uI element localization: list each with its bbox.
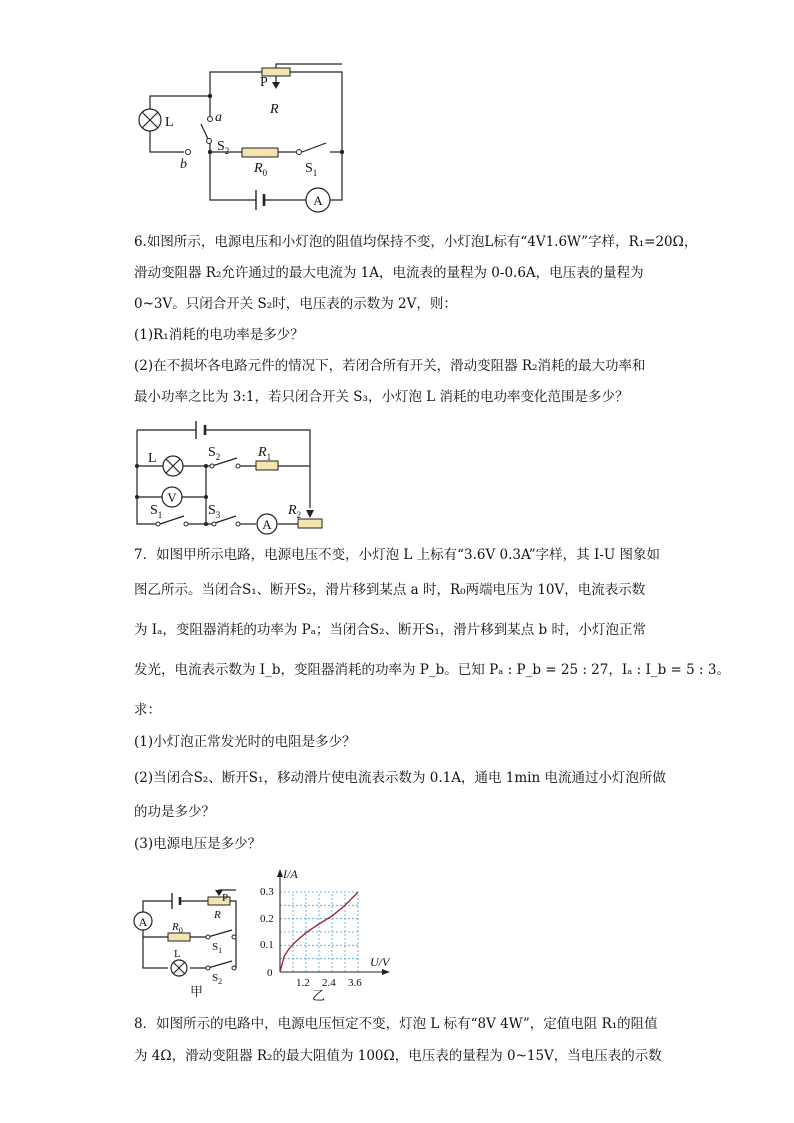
y-tick-label: 0.3 <box>260 886 274 898</box>
caption-jia: 甲 <box>190 984 204 999</box>
q7-line: 的功是多少？ <box>134 804 215 820</box>
y-axis-label: I/A <box>283 867 298 881</box>
svg-text:A: A <box>313 193 323 208</box>
q6-line: 滑动变阻器 R₂允许通过的最大电流为 1A，电流表的量程为 0-0.6A，电压表的量程为 <box>134 265 644 281</box>
svg-text:R1: $R_1$ <box>258 445 272 462</box>
q7-line: 为 Iₐ，变阻器消耗的功率为 Pₐ；当闭合S₂、断开S₁，滑片移到某点 b 时，小灯泡正常 <box>134 622 646 638</box>
origin-label: 0 <box>267 967 273 979</box>
q7-line: 发光，电流表示数为 I_b，变阻器消耗的功率为 P_b。已知 Pₐ : P_b = 25 : 27，Iₐ : I_b = 5 : 3。 <box>134 662 730 678</box>
svg-text:S1: $S_1$ <box>212 941 223 955</box>
svg-text:S2: $S_2$ <box>208 445 221 462</box>
q6-line: 0~3V。只闭合开关 S₂时，电压表的示数为 2V，则： <box>134 296 457 312</box>
x-tick-label: 1.2 <box>296 977 310 989</box>
svg-text:V: V <box>167 490 177 505</box>
q7-line: 7．如图甲所示电路，电源电压不变，小灯泡 L 上标有“3.6V 0.3A”字样，其 I-U 图象如 <box>134 547 661 563</box>
q7-line: (3)电源电压是多少？ <box>134 836 262 852</box>
q7-line: 图乙所示。当闭合S₁、断开S₂，滑片移到某点 a 时，R₀两端电压为 10V，电流表示数 <box>134 582 646 598</box>
q6-line: (2)在不损坏各电路元件的情况下，若闭合所有开关，滑动变阻器 R₂消耗的最大功率和 <box>134 358 646 374</box>
svg-text:S3: $S_3$ <box>208 503 221 520</box>
caption-yi: 乙 <box>312 988 326 1003</box>
label-p: P <box>260 75 268 90</box>
q7-line: 求： <box>134 702 161 718</box>
svg-text:L: L <box>174 948 181 960</box>
svg-text:S1: $S_1$ <box>150 503 163 520</box>
label-r0: $R_0$ <box>254 161 268 178</box>
label-s2: $S_2$ <box>217 139 230 156</box>
label-b: b <box>180 157 187 172</box>
svg-text:R0: $R_0$ <box>172 921 183 935</box>
x-tick-label: 3.6 <box>348 977 362 989</box>
label-l: L <box>165 115 174 130</box>
svg-text:S2: $S_2$ <box>212 972 223 986</box>
y-tick-label: 0.1 <box>260 939 274 951</box>
svg-text:A: A <box>262 517 272 532</box>
q6-line: 6.如图所示，电源电压和小灯泡的阻值均保持不变，小灯泡L标有“4V1.6W”字样，R₁=20Ω， <box>134 234 698 250</box>
label-a: a <box>215 110 222 125</box>
q8-line: 为 4Ω，滑动变阻器 R₂的最大阻值为 100Ω，电压表的量程为 0~15V，当电压表的示数 <box>134 1048 662 1064</box>
svg-text:P: P <box>222 892 229 904</box>
q8-line: 8．如图所示的电路中，电源电压恒定不变，灯泡 L 标有“8V 4W”，定值电阻 R₁的阻值 <box>134 1016 658 1032</box>
q7-line: (2)当闭合S₂、断开S₁，移动滑片使电流表示数为 0.1A，通电 1min 电流通过小灯泡所做 <box>134 770 666 786</box>
svg-text:A: A <box>138 915 148 929</box>
x-tick-label: 2.4 <box>322 977 336 989</box>
q6-line: (1)R₁消耗的电功率是多少？ <box>134 327 304 343</box>
label-r: R <box>270 102 279 117</box>
svg-text:R2: $R_2$ <box>288 503 302 520</box>
svg-text:L: L <box>148 451 157 466</box>
svg-text:R: R <box>214 909 221 921</box>
q7-line: (1)小灯泡正常发光时的电阻是多少？ <box>134 734 356 750</box>
label-s1: $S_1$ <box>305 161 318 178</box>
q6-line: 最小功率之比为 3:1，若只闭合开关 S₃，小灯泡 L 消耗的电功率变化范围是多少？ <box>134 389 629 405</box>
x-axis-label: U/V <box>370 955 390 969</box>
y-tick-label: 0.2 <box>260 913 274 925</box>
